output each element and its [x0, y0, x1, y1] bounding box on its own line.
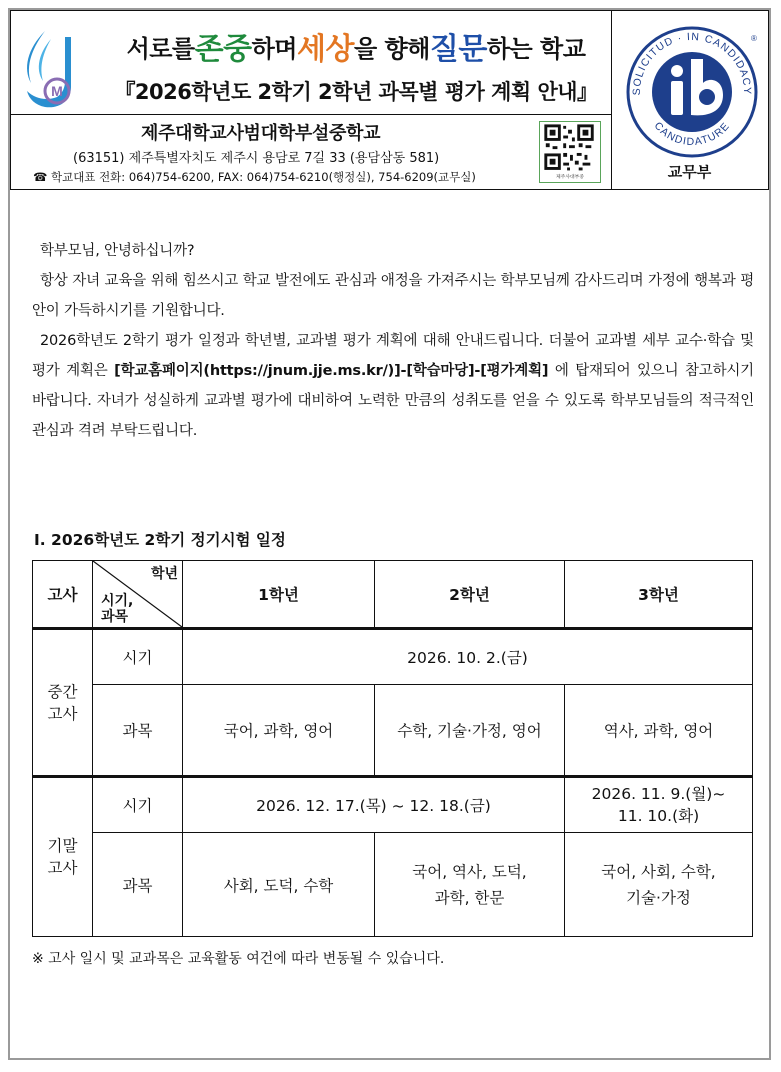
- header-grade-1: 1학년: [183, 561, 375, 629]
- exam-schedule-table: [32, 560, 753, 937]
- letter-paragraph-2: 2026학년도 2학기 평가 일정과 학년별, 교과별 평가 계획에 대해 안내드립니다. 더불어 교과별 세부 교수·학습 및 평가 계획은 [학교홈페이지(https://jnum.jje.ms.kr/)]-[학습마당]-[평가계획] 에 탑재되어 있으니 참고하시기 바랍니다. 자녀가 성실하게 교과별 평가에 대비하여 노력한 만큼의 성취도를 얻을 수 있도록 학부모님들의 적극적인 관심과 격려 부탁드립니다.: [32, 333, 754, 439]
- midterm-subjects-grade-1: 국어, 과학, 영어: [183, 685, 375, 777]
- final-subjects-grade-2: 국어, 역사, 도덕, 과학, 한문: [375, 833, 565, 937]
- school-address: (63151) 제주특별자치도 제주시 용담로 7길 33 (용담삼동 581): [73, 151, 440, 166]
- header-exam: 고사: [33, 561, 93, 629]
- letter-body: [32, 236, 754, 446]
- svg-text:SOLICITUD · IN CANDIDACY: SOLICITUD · IN CANDIDACY: [630, 30, 754, 96]
- midterm-subjects-grade-3: 역사, 과학, 영어: [565, 685, 753, 777]
- midterm-label: 중간 고사: [33, 629, 93, 777]
- final-time-grade-3: 2026. 11. 9.(월)~ 11. 10.(화): [565, 777, 753, 833]
- school-logo-icon: [15, 25, 97, 113]
- final-subject-label: 과목: [93, 833, 183, 937]
- final-label: 기말 고사: [33, 777, 93, 937]
- midterm-subjects-grade-2: 수학, 기술·가정, 영어: [375, 685, 565, 777]
- svg-text:CANDIDATURE: CANDIDATURE: [651, 119, 733, 149]
- qr-code-icon[interactable]: [539, 121, 601, 183]
- midterm-subject-label: 과목: [93, 685, 183, 777]
- midterm-time-label: 시기: [93, 629, 183, 685]
- document-title: 『2026학년도 2학기 2학년 과목별 평가 계획 안내』: [114, 80, 598, 104]
- letterhead: [10, 10, 769, 190]
- midterm-time: 2026. 10. 2.(금): [183, 629, 753, 685]
- department-name: 교무부: [667, 163, 712, 181]
- header-grade-3: 3학년: [565, 561, 753, 629]
- homepage-link[interactable]: [학교홈페이지(https://jnum.jje.ms.kr/)]-[학습마당]-[평가계획]: [114, 363, 549, 379]
- letter-greeting: 학부모님, 안녕하십니까?: [40, 243, 195, 259]
- header-grade-2: 2학년: [375, 561, 565, 629]
- letter-paragraph-1: 항상 자녀 교육을 위해 힘쓰시고 학교 발전에도 관심과 애정을 가져주시는 학부모님께 감사드리며 가정에 행복과 평안이 가득하시기를 기원합니다.: [32, 273, 754, 319]
- svg-text:제주사대부중: 제주사대부중: [556, 175, 584, 181]
- svg-text:M: M: [51, 83, 63, 99]
- final-subjects-grade-3: 국어, 사회, 수학, 기술·가정: [565, 833, 753, 937]
- school-phone: ☎ 학교대표 전화: 064)754-6200, FAX: 064)754-6210(행정실), 754-6209(교무실): [33, 170, 476, 184]
- svg-text:®: ®: [751, 34, 757, 43]
- final-time-label: 시기: [93, 777, 183, 833]
- final-time-grade-1-2: 2026. 12. 17.(목) ~ 12. 18.(금): [183, 777, 565, 833]
- ib-candidacy-logo-icon: [623, 23, 761, 161]
- header-divider: [11, 114, 611, 115]
- section-title: Ⅰ. 2026학년도 2학기 정기시험 일정: [34, 531, 286, 549]
- schedule-note: ※ 고사 일시 및 교과목은 교육활동 여건에 따라 변동될 수 있습니다.: [32, 951, 445, 967]
- final-subjects-grade-1: 사회, 도덕, 수학: [183, 833, 375, 937]
- school-slogan: 서로를 존중 하며 세상 을 향해 질문 하는 학교: [126, 32, 586, 67]
- school-name: 제주대학교사범대학부설중학교: [141, 123, 381, 144]
- header-diagonal: 학년 시기, 과목: [93, 561, 183, 629]
